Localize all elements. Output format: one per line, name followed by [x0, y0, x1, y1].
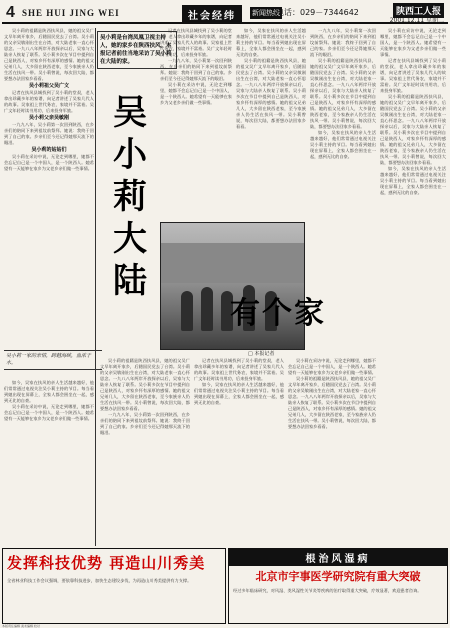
column-text: 如今，吴家在扶风的亲人生活越来越好，他们常常通过电视关注吴小莉主持的节目。每当看到她出现在屏幕上，全家人都会围坐在一起，感到无比的自豪。 [380, 166, 446, 195]
page-number: 4 [6, 4, 15, 21]
title-char: 莉 [113, 177, 147, 217]
column-text: 记者在扶风县城找到了吴小莉的堂叔，老人拿出珍藏多年的家谱，向记者讲述了吴家几代人的故事。吴家祖上世代务农，家境并不富裕。吴广文年轻时读书用功，后来投身军旅。 [4, 90, 94, 113]
feature-headline: 有个家 [230, 296, 326, 331]
ad-text: 经过多年临床研究，对风湿、类风湿性关节炎等疾病的治疗取得重大突破，疗效显著，欢迎患者咨询。 [233, 588, 422, 593]
photo-house [161, 243, 305, 283]
column-subhead: 吴小莉父亲吴敏刚 [28, 115, 69, 121]
column-text: 吴小莉在采访中说，无论走到哪里，她都不会忘记自己是一个中国人，是一个陕西人。她希望有一天能够在家乡为父老乡亲们做一些事情。 [288, 358, 376, 375]
column-text: 吴小莉在采访中说，无论走到哪里，她都不会忘记自己是一个中国人，是一个陕西人。她希望有一天能够在家乡为父老乡亲们做一些事情。 [380, 28, 446, 57]
paper-name: 陕西工人报 [393, 3, 444, 18]
feature-byline: □ 本报记者 [248, 351, 275, 357]
hotline-number: 电话：029－7344642 [276, 8, 359, 17]
column-text: 一九九八年，吴小莉第一次回到陕西，在乡亲们的陪同下来到祖坟前祭拜。她说：我终于回到了自己的家。乡亲们至今还记得她那天流下的眼泪。 [100, 412, 190, 435]
column-text: 吴小莉的祖籍是陕西扶风县，她的祖父吴广文早年离开家乡，后随国民党去了台湾。吴小莉的父亲吴敏刚出生在台湾，对大陆老家一直心怀思念。一九八八年两岸开放探亲以后，吴家与大陆亲人恢复了联系。吴小莉多次在节目中提到自己是陕西人，对家乡怀有深厚的感情。她的祖父兄弟几人，大多留在陕西老家，至今家族亲人仍生活在扶风一带。吴小莉曾说，每次回大陆，都要想办法回家乡看看。 [310, 58, 376, 129]
article-column-3 [236, 28, 306, 218]
column-text: 如今，吴家在扶风的亲人生活越来越好，他们常常通过电视关注吴小莉主持的节目。每当看到她出现在屏幕上，全家人都会围坐在一起，感到无比的自豪。 [236, 28, 306, 57]
column-text: 吴小莉在采访中说，无论走到哪里，她都不会忘记自己是一个中国人，是一个陕西人。她希望有一天能够在家乡为父老乡亲们做一些事情。 [160, 82, 232, 105]
issue-date: 2001.12.11 星期二 [389, 17, 444, 24]
column-text: 一九九八年，吴小莉第一次回到陕西，在乡亲们的陪同下来到祖坟前祭拜。她说：我终于回到了自己的家。乡亲们至今还记得她那天流下的眼泪。 [160, 58, 232, 81]
article-column-6 [4, 380, 94, 544]
column-text: 吴小莉在采访中说，无论走到哪里，她都不会忘记自己是一个中国人，是一个陕西人。她希望有一天能够在家乡为父老乡亲们做一些事情。 [4, 404, 94, 421]
photo-person [181, 291, 193, 331]
title-char: 小 [113, 135, 147, 175]
section-pinyin: SHE HUI JING WEI [22, 8, 120, 18]
ad-rheumatism [228, 548, 448, 624]
column-text: 吴小莉的祖籍是陕西扶风县，她的祖父吴广文早年离开家乡，后随国民党去了台湾。吴小莉的父亲吴敏刚出生在台湾，对大陆老家一直心怀思念。一九八八年两岸开放探亲以后，吴家与大陆亲人恢复了联系。吴小莉多次在节目中提到自己是陕西人，对家乡怀有深厚的感情。她的祖父兄弟几人，大多留在陕西老家，至今家族亲人仍生活在扶风一带。吴小莉曾说，每次回大陆，都要想办法回家乡看看。 [4, 28, 94, 81]
column-text: 吴小莉的祖籍是陕西扶风县，她的祖父吴广文早年离开家乡，后随国民党去了台湾。吴小莉的父亲吴敏刚出生在台湾，对大陆老家一直心怀思念。一九八八年两岸开放探亲以后，吴家与大陆亲人恢复了联系。吴小莉多次在节目中提到自己是陕西人，对家乡怀有深厚的感情。她的祖父兄弟几人，大多留在陕西老家，至今家族亲人仍生活在扶风一带。吴小莉曾说，每次回大陆，都要想办法回家乡看看。 [236, 58, 306, 129]
column-text: 记者在扶风县城找到了吴小莉的堂叔，老人拿出珍藏多年的家谱，向记者讲述了吴家几代人的故事。吴家祖上世代务农，家境并不富裕。吴广文年轻时读书用功，后来投身军旅。 [194, 358, 284, 381]
column-text: 吴小莉的祖籍是陕西扶风县，她的祖父吴广文早年离开家乡，后随国民党去了台湾。吴小莉的父亲吴敏刚出生在台湾，对大陆老家一直心怀思念。一九八八年两岸开放探亲以后，吴家与大陆亲人恢复了联系。吴小莉多次在节目中提到自己是陕西人，对家乡怀有深厚的感情。她的祖父兄弟几人，大多留在陕西老家，至今家族亲人仍生活在扶风一带。吴小莉曾说，每次回大陆，都要想办法回家乡看看。 [288, 376, 376, 429]
column-text: 吴小莉的祖籍是陕西扶风县，她的祖父吴广文早年离开家乡，后随国民党去了台湾。吴小莉的父亲吴敏刚出生在台湾，对大陆老家一直心怀思念。一九八八年两岸开放探亲以后，吴家与大陆亲人恢复了联系。吴小莉多次在节目中提到自己是陕西人，对家乡怀有深厚的感情。她的祖父兄弟几人，大多留在陕西老家，至今家族亲人仍生活在扶风一带。吴小莉曾说，每次回大陆，都要想办法回家乡看看。 [100, 358, 190, 411]
pull-quote: 吴小莉一家的亲情，跨越海峡，血浓于水。 [4, 350, 102, 370]
section-title: 社会经纬 [182, 5, 242, 24]
photo-person [201, 287, 213, 331]
column-text: 吴小莉在采访中说，无论走到哪里，她都不会忘记自己是一个中国人，是一个陕西人。她希望有一天能够在家乡为父老乡亲们做一些事情。 [4, 154, 94, 171]
column-text: 一九九八年，吴小莉第一次回到陕西，在乡亲们的陪同下来到祖坟前祭拜。她说：我终于回到了自己的家。乡亲们至今还记得她那天流下的眼泪。 [310, 28, 376, 57]
ad-text: 全省林业科技工作会议强调，要依靠科技进步，加快生态建设步伐，为再造山川秀美提供有力支撑。 [7, 578, 192, 583]
page-footer: 本版责任编辑 美术编辑 校对 [2, 624, 40, 628]
column-divider [95, 28, 96, 546]
ad-ribbon: 根治风湿病 [229, 549, 447, 566]
column-text: 吴小莉的祖籍是陕西扶风县，她的祖父吴广文早年离开家乡，后随国民党去了台湾。吴小莉的父亲吴敏刚出生在台湾，对大陆老家一直心怀思念。一九八八年两岸开放探亲以后，吴家与大陆亲人恢复了联系。吴小莉多次在节目中提到自己是陕西人，对家乡怀有深厚的感情。她的祖父兄弟几人，大多留在陕西老家，至今家族亲人仍生活在扶风一带。吴小莉曾说，每次回大陆，都要想办法回家乡看看。 [380, 94, 446, 165]
column-subhead: 吴小莉的姑姑们 [31, 147, 67, 153]
article-column-2 [160, 28, 232, 218]
column-text: 一九九八年，吴小莉第一次回到陕西，在乡亲们的陪同下来到祖坟前祭拜。她说：我终于回到了自己的家。乡亲们至今还记得她那天流下的眼泪。 [4, 122, 94, 145]
hotline-label: 新闻热线 [252, 9, 280, 17]
article-column-9 [288, 358, 376, 544]
ad-forestry [2, 548, 226, 624]
column-text: 如今，吴家在扶风的亲人生活越来越好，他们常常通过电视关注吴小莉主持的节目。每当看到她出现在屏幕上，全家人都会围坐在一起，感到无比的自豪。 [4, 380, 94, 403]
ad-headline: 北京市宇事医学研究院有重大突破 [255, 570, 421, 583]
title-char: 陆 [113, 261, 147, 301]
article-column-8 [194, 358, 284, 544]
column-subhead: 吴小莉祖父吴广文 [28, 83, 69, 89]
article-column-5 [380, 28, 446, 546]
article-column-7 [100, 358, 190, 544]
column-text: 如今，吴家在扶风的亲人生活越来越好，他们常常通过电视关注吴小莉主持的节目。每当看到她出现在屏幕上，全家人都会围坐在一起，感到无比的自豪。 [194, 382, 284, 405]
masthead [2, 2, 448, 24]
article-column-1 [4, 28, 94, 346]
column-text: 记者在扶风县城找到了吴小莉的堂叔，老人拿出珍藏多年的家谱，向记者讲述了吴家几代人的故事。吴家祖上世代务农，家境并不富裕。吴广文年轻时读书用功，后来投身军旅。 [160, 28, 232, 57]
column-text: 记者在扶风县城找到了吴小莉的堂叔，老人拿出珍藏多年的家谱，向记者讲述了吴家几代人的故事。吴家祖上世代务农，家境并不富裕。吴广文年轻时读书用功，后来投身军旅。 [380, 58, 446, 93]
column-text: 如今，吴家在扶风的亲人生活越来越好，他们常常通过电视关注吴小莉主持的节目。每当看到她出现在屏幕上，全家人都会围坐在一起，感到无比的自豪。 [310, 130, 376, 159]
title-char: 大 [113, 219, 147, 259]
feature-intro: 吴小莉是台湾凤凰卫视主持人，她的家乡在陕西扶风。本报记者前往当地采访了吴小莉在大陆的家。 [97, 31, 177, 69]
feature-title [113, 92, 147, 302]
title-char: 吴 [113, 93, 147, 133]
ad-headline: 发挥科技优势 再造山川秀美 [7, 554, 206, 572]
